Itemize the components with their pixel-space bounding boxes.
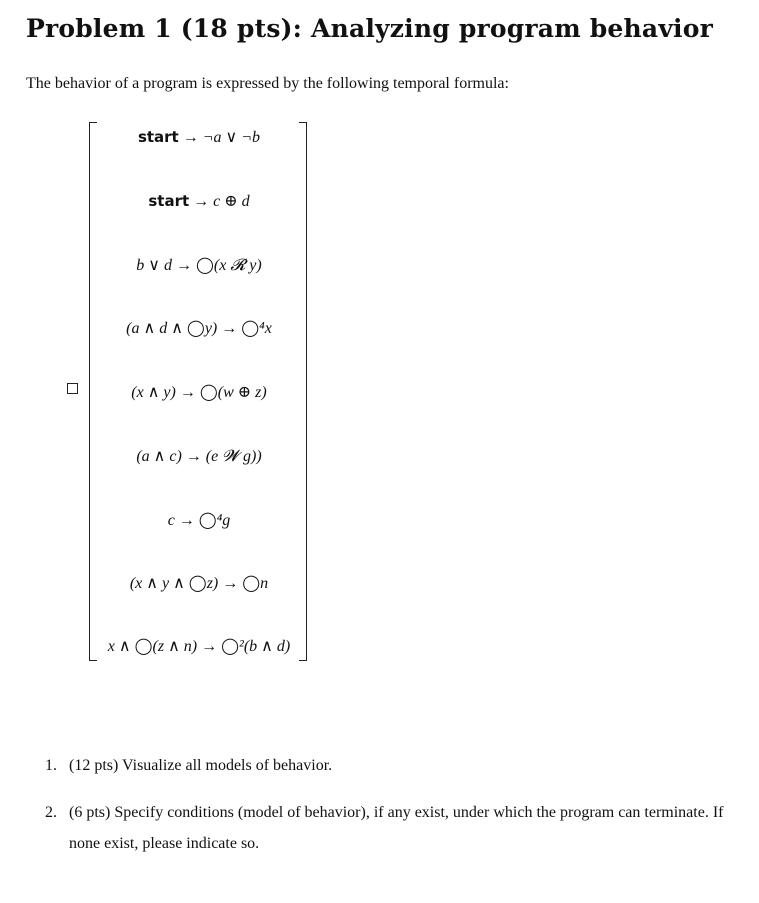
formula-line-7: c → ◯⁴g	[167, 512, 231, 529]
formula-line-1: start → ¬a ∨ ¬b	[137, 128, 261, 146]
formula-line-5: (x ∧ y) → ◯(w ⊕ z)	[131, 384, 267, 401]
box-operator-icon	[67, 383, 78, 394]
question-item	[45, 750, 735, 781]
formula-line-4: (a ∧ d ∧ ◯y) → ◯⁴x	[126, 320, 272, 337]
question-number: 2.	[45, 804, 57, 821]
formula-line-8: (x ∧ y ∧ ◯z) → ◯n	[129, 575, 269, 592]
start-keyword: start	[148, 192, 190, 210]
problem-intro: The behavior of a program is expressed by the following temporal formula:	[26, 75, 509, 92]
question-text: (6 pts) Specify conditions (model of behavior), if any exist, under which the program can terminate. If none exist, please indicate so.	[69, 804, 724, 852]
formula-line-2: start → c ⊕ d	[148, 192, 250, 210]
formula-line-6: (a ∧ c) → (e 𝓦 g))	[136, 448, 262, 465]
question-text: (12 pts) Visualize all models of behavior.	[69, 757, 333, 774]
question-item	[45, 797, 735, 859]
question-list	[45, 750, 735, 859]
question-number: 1.	[45, 757, 57, 774]
formula-line-9: x ∧ ◯(z ∧ n) → ◯²(b ∧ d)	[107, 638, 291, 655]
formula-line-3: b ∨ d → ◯(x 𝓡 y)	[136, 257, 262, 274]
start-keyword: start	[137, 128, 179, 146]
problem-title: Problem 1 (18 pts): Analyzing program behavior	[26, 14, 713, 43]
